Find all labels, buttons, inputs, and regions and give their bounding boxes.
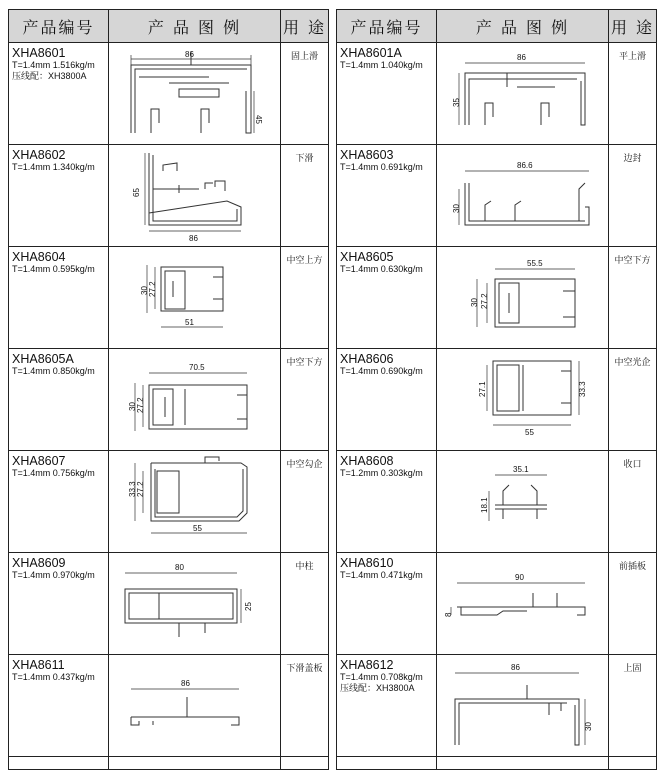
- product-spec: T=1.4mm 0.756kg/m: [12, 468, 95, 478]
- product-use: 前插板: [618, 562, 646, 572]
- dimension-height: 30: [452, 204, 461, 213]
- header-use: 用 途: [609, 10, 657, 43]
- dimension-width: 80: [175, 563, 184, 572]
- dimension-width: 86: [189, 234, 198, 243]
- product-code: XHA8601: [12, 46, 66, 60]
- product-code: XHA8605A: [12, 352, 74, 366]
- profile-table-right: [336, 9, 657, 770]
- table-row: [9, 451, 329, 553]
- table-row: [337, 451, 657, 553]
- dimension-inner-height: 27.2: [480, 293, 489, 309]
- product-use: 中空下方: [286, 358, 323, 368]
- product-code: XHA8608: [340, 454, 394, 468]
- product-spec: T=1.2mm 0.303kg/m: [340, 468, 423, 478]
- header-diagram: 产 品 图 例: [109, 10, 281, 43]
- profile-diagram: [109, 553, 281, 654]
- profile-diagram: [437, 145, 609, 246]
- profile-diagram: [109, 43, 281, 144]
- table-row: [9, 43, 329, 145]
- table-row: [9, 553, 329, 655]
- dimension-height: 25: [244, 602, 253, 611]
- product-use: 中空下方: [614, 256, 651, 266]
- dimension-inner-height: 27.2: [136, 397, 145, 413]
- profile-diagram: [437, 349, 609, 450]
- profile-diagram: [109, 349, 281, 450]
- table-row: [9, 655, 329, 757]
- dimension-height: 30: [584, 722, 593, 731]
- product-spec: T=1.4mm 1.340kg/m: [12, 162, 95, 172]
- dimension-width: 90: [515, 573, 524, 582]
- dimension-height: 33.3: [578, 381, 587, 397]
- dimension-width: 86: [181, 679, 190, 688]
- product-use: 上固: [623, 664, 642, 674]
- product-spec: T=1.4mm 0.630kg/m: [340, 264, 423, 274]
- dimension-height: 18.1: [480, 497, 489, 513]
- table-row: [337, 655, 657, 757]
- header-use: 用 途: [281, 10, 329, 43]
- product-use: 平上滑: [618, 52, 646, 62]
- product-code: XHA8607: [12, 454, 66, 468]
- profile-diagram: [437, 655, 609, 756]
- table-row: [337, 553, 657, 655]
- product-code: XHA8601A: [340, 46, 402, 60]
- header-code: 产品编号: [9, 10, 109, 43]
- product-spec: T=1.4mm 1.040kg/m: [340, 60, 423, 70]
- product-spec: T=1.4mm 0.595kg/m: [12, 264, 95, 274]
- product-code: XHA8606: [340, 352, 394, 366]
- product-code: XHA8605: [340, 250, 394, 264]
- product-code: XHA8612: [340, 658, 394, 672]
- product-spec-extra: 压线配：XH3800A: [12, 71, 87, 81]
- product-use: 固上滑: [290, 52, 318, 62]
- product-use: 收口: [623, 460, 642, 470]
- product-code: XHA8609: [12, 556, 66, 570]
- table-row: [9, 145, 329, 247]
- dimension-width: 70.5: [189, 363, 205, 372]
- product-spec: T=1.4mm 0.850kg/m: [12, 366, 95, 376]
- table-row: [9, 349, 329, 451]
- profile-table-left: [8, 9, 329, 770]
- dimension-inner-height: 27.2: [136, 481, 145, 497]
- profile-diagram: [109, 655, 281, 756]
- dimension-width: 35.1: [513, 465, 529, 474]
- profile-diagram: [437, 247, 609, 348]
- profile-diagram: [437, 451, 609, 552]
- product-use: 边封: [623, 154, 642, 164]
- dimension-width: 55.5: [527, 259, 543, 268]
- dimension-width: 86.6: [517, 161, 533, 170]
- product-code: XHA8610: [340, 556, 394, 570]
- product-use: 下滑盖板: [286, 664, 323, 674]
- product-spec: T=1.4mm 0.691kg/m: [340, 162, 423, 172]
- product-use: 中空光企: [614, 358, 651, 368]
- dimension-height: 65: [132, 188, 141, 197]
- dimension-width: 86: [185, 50, 194, 59]
- table-row: [337, 349, 657, 451]
- dimension-inner-height: 27.2: [148, 281, 157, 297]
- header-code: 产品编号: [337, 10, 437, 43]
- product-use: 中空上方: [286, 256, 323, 266]
- product-use: 下滑: [295, 154, 314, 164]
- table-row: [337, 247, 657, 349]
- profile-diagram: [109, 451, 281, 552]
- profile-diagram: [437, 553, 609, 654]
- product-use: 中空勾企: [286, 460, 323, 470]
- product-spec: T=1.4mm 0.471kg/m: [340, 570, 423, 580]
- product-spec: T=1.4mm 0.437kg/m: [12, 672, 95, 682]
- product-spec: T=1.4mm 0.970kg/m: [12, 570, 95, 580]
- dimension-width: 86: [511, 663, 520, 672]
- product-use: 中柱: [295, 562, 314, 572]
- product-code: XHA8602: [12, 148, 66, 162]
- product-code: XHA8604: [12, 250, 66, 264]
- product-spec: T=1.4mm 1.516kg/m: [12, 60, 95, 70]
- table-row: [337, 145, 657, 247]
- profile-diagram: [437, 43, 609, 144]
- dimension-height: 30: [470, 298, 479, 307]
- dimension-inner-height: 27.1: [478, 381, 487, 397]
- dimension-width: 55: [193, 524, 202, 533]
- header-diagram: 产 品 图 例: [437, 10, 609, 43]
- product-code: XHA8611: [12, 658, 65, 672]
- dimension-width: 55: [525, 428, 534, 437]
- dimension-width: 51: [185, 318, 194, 327]
- table-row: [337, 43, 657, 145]
- product-spec: T=1.4mm 0.708kg/m: [340, 672, 423, 682]
- profile-diagram: [109, 145, 281, 246]
- dimension-height: 45: [254, 115, 263, 124]
- profile-diagram: [109, 247, 281, 348]
- dimension-height: 33.3: [128, 481, 137, 497]
- dimension-height: 30: [128, 402, 137, 411]
- product-spec-extra: 压线配：XH3800A: [340, 683, 415, 693]
- dimension-height: 8: [444, 612, 453, 617]
- dimension-height: 30: [140, 286, 149, 295]
- dimension-width: 86: [517, 53, 526, 62]
- product-code: XHA8603: [340, 148, 394, 162]
- dimension-height: 35: [452, 98, 461, 107]
- table-row: [9, 247, 329, 349]
- product-spec: T=1.4mm 0.690kg/m: [340, 366, 423, 376]
